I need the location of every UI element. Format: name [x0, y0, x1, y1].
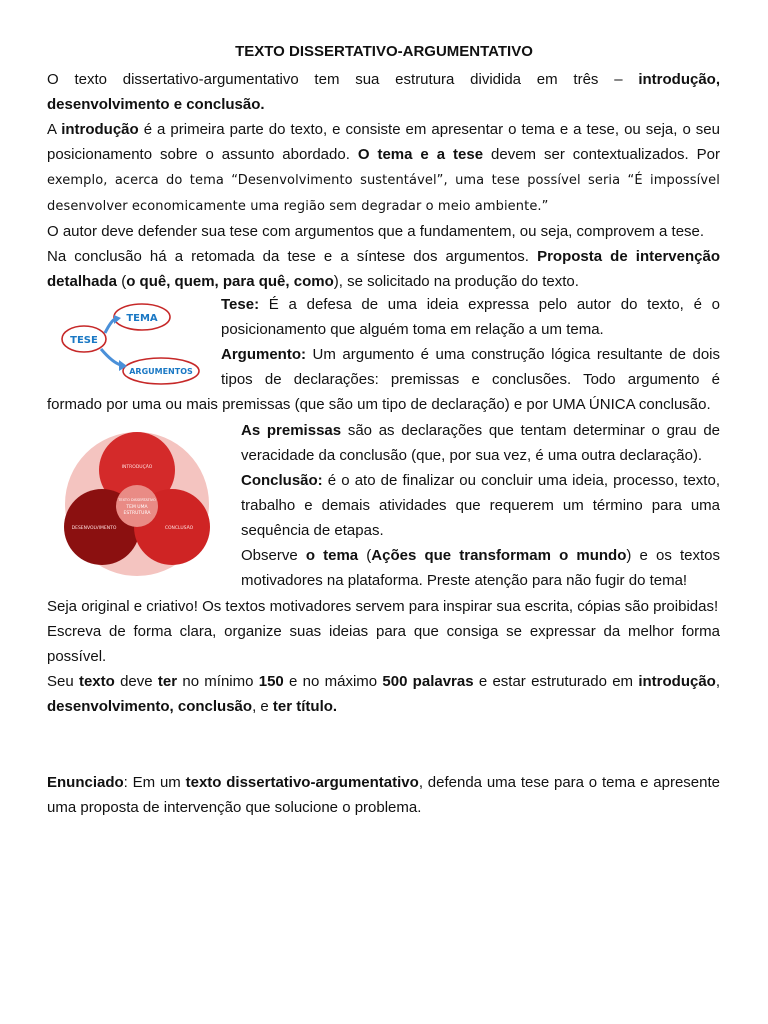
text-run: devem ser contextualizados. Por: [483, 146, 721, 163]
text-run: A: [47, 121, 62, 138]
bold-run: 500 palavras: [382, 673, 474, 690]
bold-run: Tese:: [221, 296, 260, 313]
bold-run: introdução, desenvolvimento e conclusão.: [47, 71, 720, 113]
bold-run: Enunciado: [47, 774, 124, 791]
tese-argumento-section: [221, 292, 720, 392]
text-run: no mínimo: [177, 673, 259, 690]
paragraph-requirements: [47, 669, 720, 719]
argumento-definition: [221, 342, 720, 392]
text-run: é a primeira parte do texto, e consiste em apresentar o tema e a tese, ou seja, o seu posicionamento sobre o assunto abordado.: [47, 121, 720, 163]
bold-run: desenvolvimento, conclusão: [47, 698, 253, 715]
text-run: O texto dissertativo-argumentativo tem sua estrutura dividida em três –: [47, 71, 639, 88]
argumentos-label: ARGUMENTOS: [129, 367, 193, 376]
text-run: , defenda uma tese para o tema e apresente uma proposta de intervenção que solucione o problema.: [47, 774, 720, 816]
bold-run: introdução: [638, 673, 716, 690]
bold-run: ter título.: [272, 698, 338, 715]
paragraph-original: Seja original e criativo! Os textos motivadores servem para inspirar sua escrita, cópias são proibidas!: [47, 598, 719, 615]
conclusao-label: CONCLUSÃO: [164, 526, 194, 531]
tese-definition: [221, 292, 720, 342]
tema-tese-argumentos-diagram: [55, 297, 205, 392]
bold-run: texto: [78, 673, 115, 690]
text-run: ,: [715, 673, 720, 690]
paragraph-enunciado: [47, 770, 720, 820]
text-run: Seu: [47, 673, 79, 690]
paragraph-introduction: [47, 117, 720, 219]
paragraph-clara: Escreva de forma clara, organize suas ideias para que consiga se expressar da melhor forma possível.: [47, 623, 720, 665]
bold-run: o tema: [305, 547, 359, 564]
observe-tema: [241, 543, 720, 593]
center-label-1: TEM UMA: [126, 505, 148, 510]
bold-run: ter: [157, 673, 178, 690]
bold-run: O tema e a tese: [357, 146, 484, 163]
paragraph-conclusion: [47, 244, 720, 294]
text-run: ) e os textos motivadores na plataforma. Preste atenção para não fugir do tema!: [241, 547, 721, 589]
text-run: (: [117, 273, 127, 290]
argumento-continuation: [47, 392, 720, 417]
structure-venn-diagram: [62, 426, 212, 576]
premissas-conclusao-section: [241, 418, 720, 593]
text-run: é o ato de finalizar ou concluir uma ideia, processo, texto, trabalho e demais atividades que requerem um término para uma sequência de etapas.: [241, 472, 720, 539]
bold-run: o quê, quem, para quê, como: [126, 273, 334, 290]
bold-run: texto dissertativo-argumentativo: [185, 774, 419, 791]
text-run: , e: [252, 698, 273, 715]
argumento-definition-end: formado por uma ou mais premissas (que são um tipo de declaração) e por UMA ÚNICA conclusão.: [47, 396, 711, 413]
center-label-2: ESTRUTURA: [123, 511, 151, 516]
introducao-label: INTRODUÇÃO: [121, 465, 153, 470]
paragraph-argue: O autor deve defender sua tese com argumentos que a fundamentem, ou seja, comprovem a tese.: [47, 223, 705, 240]
text-run: deve: [114, 673, 158, 690]
bold-run: Ações que transformam o mundo: [371, 547, 627, 564]
bold-run: 150: [258, 673, 284, 690]
desenvolvimento-label: DESENVOLVIMENTO: [71, 526, 117, 531]
bold-run: As premissas: [241, 422, 342, 439]
tema-label: TEMA: [126, 313, 158, 324]
tese-label: TESE: [70, 335, 98, 346]
example-text: exemplo, acerca do tema “Desenvolvimento sustentável”, uma tese possível seria “É impossível desenvolver economicamente uma região sem degradar o meio ambiente.”: [47, 173, 720, 214]
text-run: : Em um: [123, 774, 186, 791]
text-run: Um argumento é uma construção lógica resultante de dois tipos de declarações: premissas e conclusões. Todo argumento é: [221, 346, 720, 388]
enunciado-section: [47, 770, 720, 820]
text-run: É a defesa de uma ideia expressa pelo autor do texto, é o posicionamento que alguém toma em relação a um tema.: [221, 296, 720, 338]
bold-run: Conclusão:: [241, 472, 323, 489]
center-small-label: TEXTO DISSERTATIVO: [118, 498, 156, 502]
text-run: Na conclusão há a retomada da tese e a síntese dos argumentos.: [47, 248, 538, 265]
text-run: (: [358, 547, 372, 564]
text-run: e no máximo: [283, 673, 383, 690]
text-run: Observe: [241, 547, 306, 564]
premissas-definition: [241, 418, 720, 468]
text-run: e estar estruturado em: [473, 673, 639, 690]
intro-section: [47, 67, 720, 294]
conclusao-definition: [241, 468, 720, 543]
bold-run: Argumento:: [221, 346, 306, 363]
text-run: são as declarações que tentam determinar o grau de veracidade da conclusão (que, por sua vez, é uma outra declaração).: [241, 422, 721, 464]
instructions-section: [47, 594, 720, 719]
document-title: TEXTO DISSERTATIVO-ARGUMENTATIVO: [235, 43, 533, 60]
arrow-tese-argumentos: [101, 349, 121, 365]
arrow-tese-tema: [105, 319, 115, 333]
bold-run: Proposta de intervenção detalhada: [47, 248, 720, 290]
text-run: ), se solicitado na produção do texto.: [333, 273, 579, 290]
paragraph-structure: [47, 67, 720, 117]
bold-run: introdução: [61, 121, 139, 138]
